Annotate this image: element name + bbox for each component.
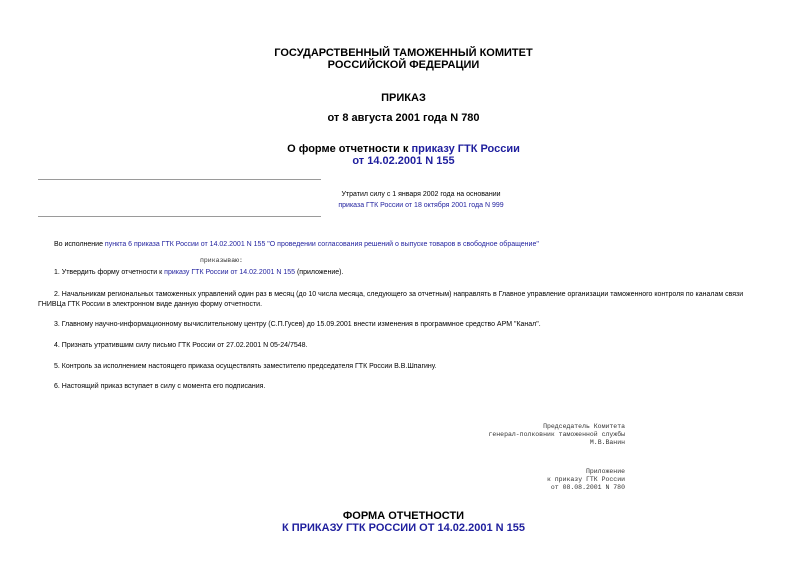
doc-type: ПРИКАЗ: [381, 92, 426, 104]
signature-name: М.В.Ванин: [589, 439, 625, 446]
doc-subject-prefix: О форме отчетности к: [287, 143, 412, 155]
doc-subject-line1: [0, 143, 807, 155]
repeal-notice: [321, 190, 521, 210]
item-2-line2: ГНИВЦа ГТК России в электронном виде данную форму отчетности.: [38, 301, 263, 308]
appendix-date: от 08.08.2001 N 780: [550, 484, 625, 491]
preamble-prefix: Во исполнение: [54, 241, 105, 248]
preamble-command: приказываю:: [200, 257, 243, 264]
divider-bottom: [38, 216, 321, 217]
item-4: 4. Признать утратившим силу письмо ГТК России от 27.02.2001 N 05-24/7548.: [54, 342, 308, 349]
item-1-link[interactable]: приказу ГТК России от 14.02.2001 N 155: [164, 269, 296, 276]
form-subtitle-line: [0, 522, 807, 534]
item-1-suffix: (приложение).: [295, 269, 344, 276]
signature-block: [420, 423, 625, 447]
order-155-date-link[interactable]: от 14.02.2001 N 155: [352, 155, 455, 167]
org-name-line2: РОССИЙСКОЙ ФЕДЕРАЦИИ: [327, 59, 480, 71]
signature-rank: генерал-полковник таможенной службы: [488, 431, 625, 438]
item-1-prefix: 1. Утвердить форму отчетности к: [54, 269, 165, 276]
appendix-ref: к приказу ГТК России: [546, 476, 625, 483]
appendix-block: [420, 468, 625, 492]
doc-date: от 8 августа 2001 года N 780: [327, 112, 480, 124]
preamble: [54, 240, 789, 250]
preamble-link[interactable]: пункта 6 приказа ГТК России от 14.02.2001 N 155 "О проведении согласования решений о выпуске товаров в свободное обращение": [104, 241, 539, 248]
item-1: [54, 268, 789, 278]
form-title: ФОРМА ОТЧЕТНОСТИ: [342, 510, 465, 522]
item-6: 6. Настоящий приказ вступает в силу с момента его подписания.: [54, 383, 266, 390]
doc-subject-line2: [0, 155, 807, 167]
item-3: 3. Главному научно-информационному вычислительному центру (С.П.Гусев) до 15.09.2001 внести изменения в программное средство АРМ "Канал".: [54, 321, 541, 328]
order-155-link[interactable]: приказу ГТК России: [411, 143, 520, 155]
repeal-notice-text: Утратил силу с 1 января 2002 года на основании: [341, 191, 501, 198]
item-2-line1: 2. Начальникам региональных таможенных управлений один раз в месяц (до 10 числа месяца, следующего за отчетным) направлять в Главное управление организации таможенного контроля по каналам связи: [54, 291, 744, 298]
item-5: 5. Контроль за исполнением настоящего приказа осуществлять заместителю председателя ГТК России В.В.Шпагину.: [54, 363, 437, 370]
repeal-order-link[interactable]: приказа ГТК России от 18 октября 2001 года N 999: [338, 202, 504, 209]
divider-top: [38, 179, 321, 180]
signature-title: Председатель Комитета: [543, 423, 625, 430]
appendix-title: Приложение: [585, 468, 625, 475]
org-name-line1: ГОСУДАРСТВЕННЫЙ ТАМОЖЕННЫЙ КОМИТЕТ: [274, 47, 533, 59]
form-order-link[interactable]: К ПРИКАЗУ ГТК РОССИИ ОТ 14.02.2001 N 155: [282, 522, 525, 534]
